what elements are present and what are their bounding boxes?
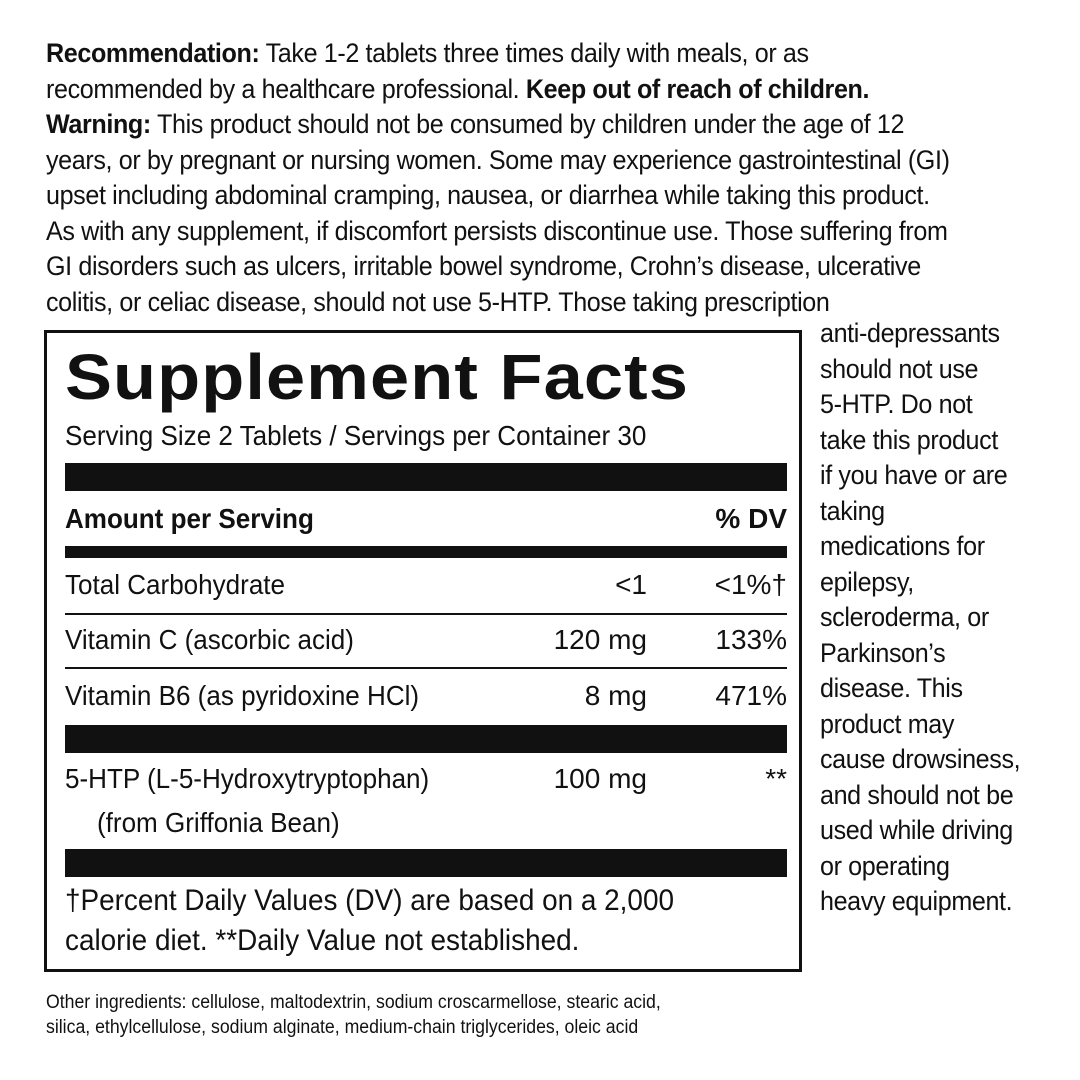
serving-size: Serving Size 2 Tablets / Servings per Container 30 [65,420,647,451]
warning-line-2: years, or by pregnant or nursing women. Some may experience gastrointestinal (GI) [46,144,950,175]
keep-out-of-reach: Keep out of reach of children. [525,73,870,104]
header-amount: Amount per Serving [65,503,314,534]
divider-bar [65,463,787,491]
nutrient-name: Vitamin B6 (as pyridoxine HCl) [65,680,420,711]
row-divider [65,613,787,615]
table-row [65,759,787,799]
other-ingredients-line-1: Other ingredients: cellulose, maltodextrin, sodium croscarmellose, stearic acid, [46,992,661,1013]
side-line: used while driving [820,815,1013,845]
warning-side-column [820,316,1053,920]
side-line: heavy equipment. [820,886,1013,916]
side-line: should not use [820,353,979,384]
supplement-facts-panel [44,330,802,972]
row-divider [65,667,787,669]
nutrient-name: Vitamin C (ascorbic acid) [65,624,354,655]
recommendation-label: Recommendation: [46,38,260,68]
warning-label: Warning: [46,109,151,139]
side-line: product may [820,708,955,739]
side-line: if you have or are [820,460,1008,490]
nutrient-dv: 133% [715,624,787,655]
panel-title: Supplement Facts [65,341,689,413]
warning-line-3: upset including abdominal cramping, nausea, or diarrhea while taking this product. [46,180,930,210]
header-row [65,499,787,539]
recommendation-text: Take 1-2 tablets three times daily with meals, or as [259,38,809,68]
warning-line-6: colitis, or celiac disease, should not use 5-HTP. Those taking prescription [46,286,830,317]
recommendation-line-1 [46,36,976,72]
side-line: cause drowsiness, [820,744,1021,774]
table-row [65,620,787,660]
nutrient-name: Total Carbohydrate [65,569,286,600]
side-line: medications for [820,531,985,561]
warning-line-1 [46,107,976,143]
warning-line-4: As with any supplement, if discomfort persists discontinue use. Those suffering from [46,215,948,246]
table-row [65,565,787,605]
divider-bar [65,725,787,753]
side-line: anti-depressants [820,318,1000,348]
recommendation-line-2 [46,72,976,108]
divider-bar [65,546,787,558]
side-line: epilepsy, [820,566,914,597]
table-row [65,676,787,716]
nutrient-source: (from Griffonia Bean) [97,807,340,838]
side-line: take this product [820,424,998,455]
footnote-line-1: †Percent Daily Values (DV) are based on a 2,000 [65,884,674,917]
side-line: Parkinson’s [820,637,946,668]
table-row-sub [65,803,787,843]
nutrient-amount: 100 mg [553,763,647,794]
recommendation-text-2: recommended by a healthcare professional. [46,73,526,104]
nutrient-amount: 120 mg [553,624,647,655]
warning-text-1: This product should not be consumed by children under the age of 12 [150,109,905,139]
nutrient-dv: <1%† [714,569,787,600]
divider-bar [65,849,787,877]
footnote [65,881,735,961]
warning-line-5: GI disorders such as ulcers, irritable bowel syndrome, Crohn’s disease, ulcerative [46,251,921,281]
side-line: and should not be [820,779,1014,810]
nutrient-dv: ** [765,763,787,794]
side-line: scleroderma, or [820,602,989,632]
footnote-line-2: calorie diet. **Daily Value not established. [65,924,580,957]
side-line: 5-HTP. Do not [820,389,973,419]
other-ingredients-line-2: silica, ethylcellulose, sodium alginate, medium-chain triglycerides, oleic acid [46,1017,639,1038]
nutrient-amount: 8 mg [584,680,647,711]
warning-text [46,36,976,320]
header-dv: % DV [715,503,787,534]
side-line: taking [820,495,885,526]
nutrient-name: 5-HTP (L-5-Hydroxytryptophan) [65,763,430,794]
nutrient-dv: 471% [715,680,787,711]
side-line: disease. This [820,673,963,703]
side-line: or operating [820,850,950,881]
nutrient-amount: <1 [615,569,647,600]
other-ingredients [46,990,976,1040]
